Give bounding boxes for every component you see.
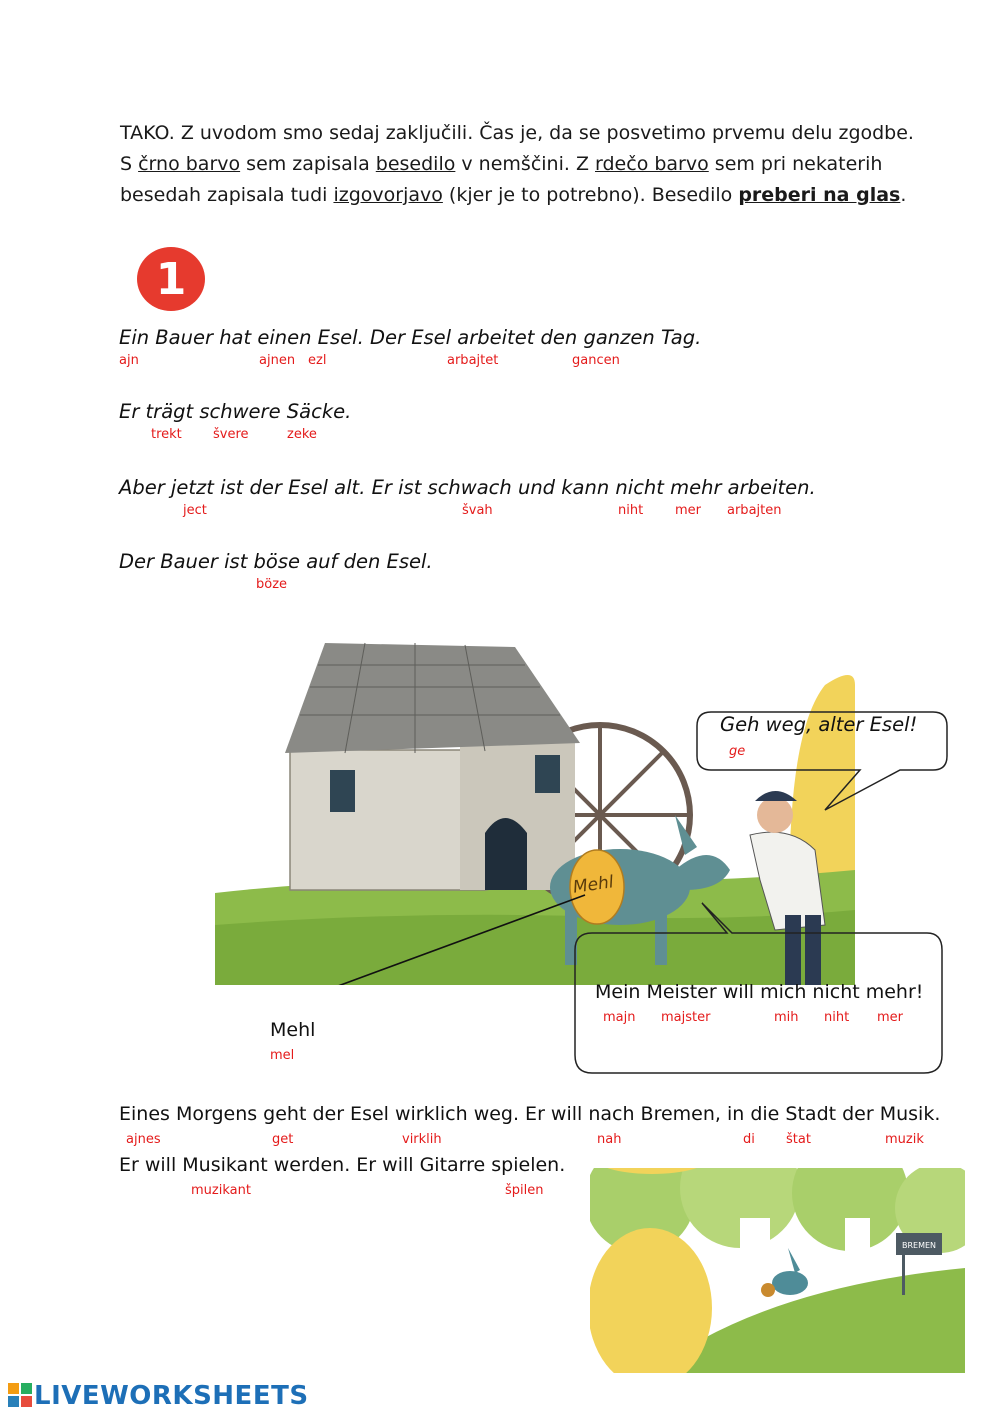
- section-number-badge: 1: [137, 247, 205, 311]
- underline-red: rdečo barvo: [595, 153, 709, 175]
- sentence-1: Ein Bauer hat einen Esel. Der Esel arbeitet den ganzen Tag.: [119, 326, 702, 349]
- bubble-2-pron-3: niht: [824, 1010, 850, 1025]
- pron-1-4: gancen: [572, 353, 620, 368]
- underline-black: črno barvo: [138, 153, 241, 175]
- sack-label: Mehl: [571, 872, 615, 898]
- bubble-2-text: Mein Meister will mich nicht mehr!: [595, 981, 924, 1003]
- sentence-2: Er trägt schwere Säcke.: [119, 400, 352, 423]
- pron-6-1: špilen: [505, 1183, 544, 1198]
- pron-5-3: nah: [597, 1132, 622, 1147]
- mehl-label: Mehl: [270, 1019, 316, 1041]
- underline-text: besedilo: [375, 153, 456, 175]
- mehl-pron: mel: [270, 1048, 295, 1063]
- pron-2-2: zeke: [287, 427, 317, 442]
- read-aloud: preberi na glas: [738, 184, 901, 206]
- pron-5-4: di: [743, 1132, 755, 1147]
- bubble-2-pron-4: mer: [877, 1010, 904, 1025]
- logo-text: LIVEWORKSHEETS: [34, 1381, 309, 1411]
- sentence-3: Aber jetzt ist der Esel alt. Er ist schwach und kann nicht mehr arbeiten.: [119, 476, 816, 499]
- bubble-1-pron: ge: [729, 744, 746, 759]
- sentence-4: Der Bauer ist böse auf den Esel.: [119, 550, 433, 573]
- intro-paragraph: TAKO. Z uvodom smo sedaj zaključili. Čas je, da se posvetimo prvemu delu zgodbe. S črno barvo sem zapisala besedilo v nemščini. Z rdečo barvo sem pri nekaterih besedah zapisala tudi izgovorjavo (kjer je to potrebno). Besedilo preberi na glas.: [120, 122, 914, 206]
- pron-3-1: švah: [462, 503, 493, 518]
- pron-1-0: ajn: [119, 353, 139, 368]
- bremen-sign: BREMEN: [901, 1241, 937, 1250]
- pron-6-0: muzikant: [191, 1183, 251, 1198]
- pron-5-6: muzik: [885, 1132, 924, 1147]
- pron-3-0: ject: [183, 503, 207, 518]
- bubble-1-text: Geh weg, alter Esel!: [720, 713, 918, 736]
- pron-2-0: trekt: [151, 427, 182, 442]
- underline-pronunciation: izgovorjavo: [333, 184, 443, 206]
- pron-5-0: ajnes: [126, 1132, 161, 1147]
- bubble-2-pron-2: mih: [774, 1010, 799, 1025]
- pron-5-2: virklih: [402, 1132, 442, 1147]
- pron-5-1: get: [272, 1132, 294, 1147]
- pron-4-0: böze: [256, 577, 288, 592]
- bubble-2-pron-1: majster: [661, 1010, 711, 1025]
- bubble-2-pron-0: majn: [603, 1010, 636, 1025]
- pron-1-1: ajnen: [259, 353, 296, 368]
- liveworksheets-logo: [8, 1381, 309, 1411]
- logo-icon: [8, 1383, 34, 1409]
- sentence-6: Er will Musikant werden. Er will Gitarre spielen.: [119, 1154, 566, 1176]
- pron-3-4: arbajten: [727, 503, 782, 518]
- pron-1-2: ezl: [308, 353, 327, 368]
- pron-3-3: mer: [675, 503, 702, 518]
- pron-5-5: štat: [786, 1132, 811, 1147]
- bremen-illustration: [590, 1168, 965, 1373]
- pron-1-3: arbajtet: [447, 353, 499, 368]
- sentence-5: Eines Morgens geht der Esel wirklich weg. Er will nach Bremen, in die Stadt der Musik.: [119, 1103, 941, 1125]
- pron-3-2: niht: [618, 503, 644, 518]
- pron-2-1: švere: [213, 427, 249, 442]
